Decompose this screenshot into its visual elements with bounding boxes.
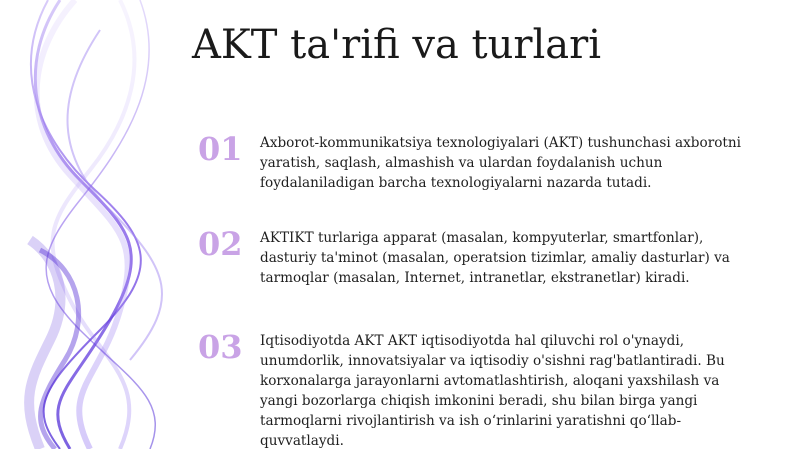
smoke-ribbon-decoration	[0, 0, 200, 449]
item-text: Axborot-kommunikatsiya texnologiyalari (AKT) tushunchasi axborotni yaratish, saqlash, almashish va ulardan foydalanish uchun foydalaniladigan barcha texnologiyalarni nazarda tutadi.	[260, 135, 741, 191]
item-text: Iqtisodiyotda AKT AKT iqtisodiyotda hal qiluvchi rol o'ynaydi, unumdorlik, innovatsiyalar va iqtisodiy o'sishni rag'batlantiradi. Bu korxonalarga jarayonlarni avtomatlashtirish, aloqani yaxshilash va yangi bozorlarga chiqish imkonini beradi, shu bilan birga yangi tarmoqlarni rivojlantirish va ish o‘rinlarini yaratishni qo‘llab-quvvatlaydi.	[260, 333, 725, 449]
item-number: 01	[198, 130, 243, 168]
item-number: 02	[198, 225, 243, 263]
item-text: AKTIKT turlariga apparat (masalan, kompyuterlar, smartfonlar), dasturiy ta'minot (masalan, operatsion tizimlar, amaliy dasturlar) va tarmoqlar (masalan, Internet, intranetlar, ekstranetlar) kiradi.	[260, 230, 730, 286]
slide-title: AKT ta'rifi va turlari	[192, 22, 602, 68]
item-number: 03	[198, 328, 243, 366]
